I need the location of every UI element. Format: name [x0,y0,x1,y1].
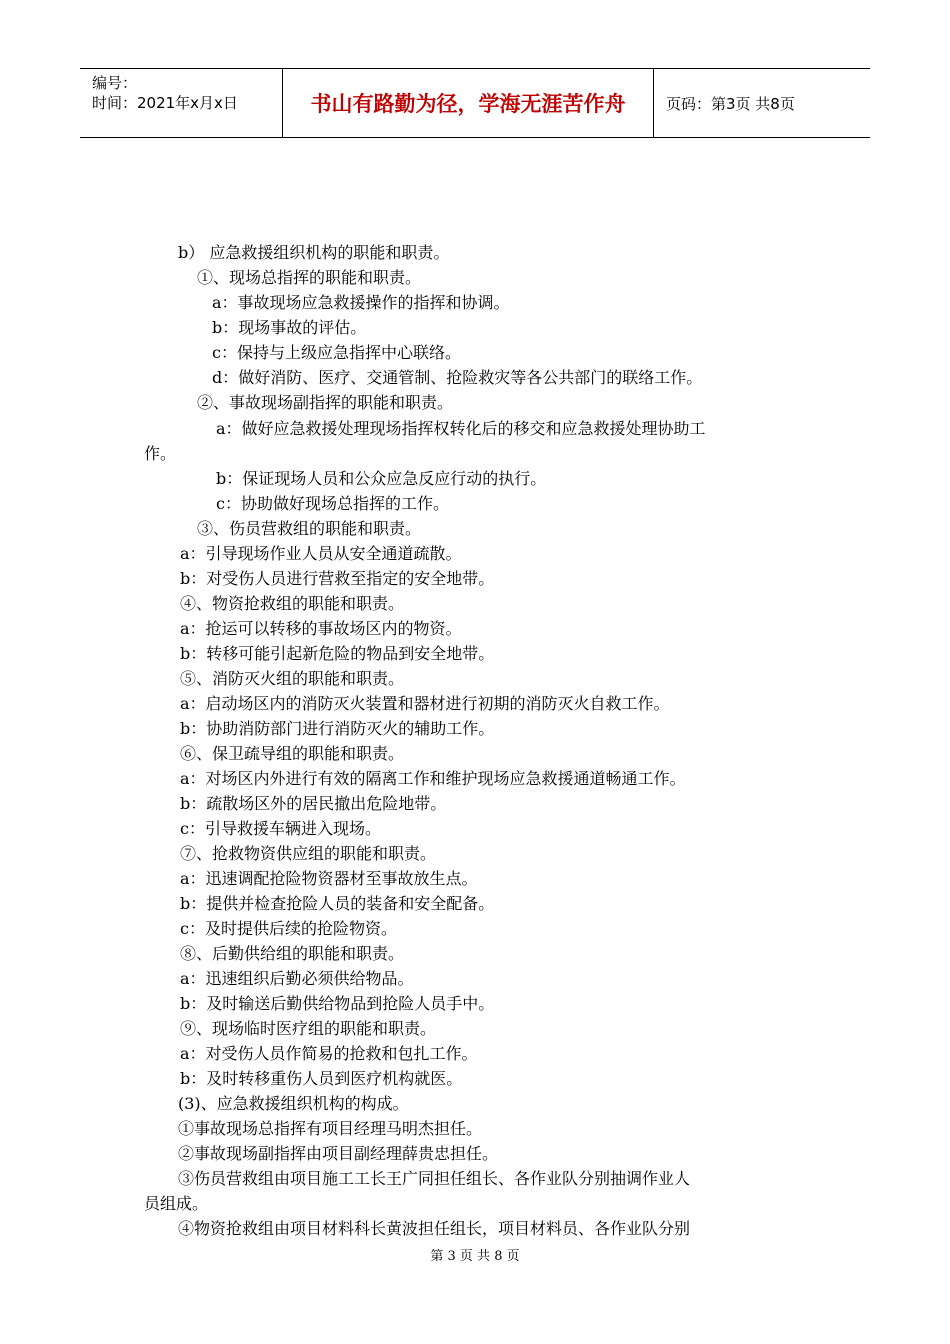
body-line: c：引导救援车辆进入现场。 [180,819,381,838]
body-line: a：迅速调配抢险物资器材至事故放生点。 [180,869,478,888]
header-motto: 书山有路勤为径，学海无涯苦作舟 [283,69,654,137]
document-time-label: 时间：2021年x月x日 [92,94,238,112]
body-line: a：启动场区内的消防灭火装置和器材进行初期的消防灭火自救工作。 [180,694,670,713]
body-line: a：抢运可以转移的事故场区内的物资。 [180,619,462,638]
body-line: a：对场区内外进行有效的隔离工作和维护现场应急救援通道畅通工作。 [180,769,686,788]
body-line: d：做好消防、医疗、交通管制、抢险救灾等各公共部门的联络工作。 [212,368,703,387]
body-line: b：疏散场区外的居民撤出危险地带。 [180,794,447,813]
body-line: b：提供并检查抢险人员的装备和安全配备。 [180,894,495,913]
body-line: ④、物资抢救组的职能和职责。 [180,594,405,613]
body-line: c：保持与上级应急指挥中心联络。 [212,343,461,362]
body-line: b：协助消防部门进行消防灭火的辅助工作。 [180,719,495,738]
body-line: 员组成。 [144,1194,209,1213]
body-line: ③伤员营救组由项目施工工长王广同担任组长、各作业队分别抽调作业人 [178,1169,691,1188]
body-line: a：做好应急救援处理现场指挥权转化后的移交和应急救援处理协助工 [216,419,706,438]
document-number-label: 编号： [92,74,138,92]
body-line: a：引导现场作业人员从安全通道疏散。 [180,544,462,563]
body-line: ②事故现场副指挥由项目副经理薛贵忠担任。 [178,1144,499,1163]
body-line: b：及时输送后勤供给物品到抢险人员手中。 [180,994,495,1013]
body-line: ①、现场总指挥的职能和职责。 [197,268,422,287]
body-line: b） 应急救援组织机构的职能和职责。 [178,243,450,262]
body-line: ④物资抢救组由项目材料科长黄波担任组长，项目材料员、各作业队分别 [178,1219,691,1238]
page-header [80,68,870,138]
header-page-info: 页码：第3页 共8页 [666,94,795,113]
body-line: ⑨、现场临时医疗组的职能和职责。 [180,1019,437,1038]
page-footer: 第 3 页 共 8 页 [430,1249,520,1264]
body-line: c：协助做好现场总指挥的工作。 [216,494,449,513]
body-line: (3)、应急救援组织机构的构成。 [178,1094,409,1113]
body-line: b：及时转移重伤人员到医疗机构就医。 [180,1069,463,1088]
body-line: ②、事故现场副指挥的职能和职责。 [197,393,454,412]
body-line: a：事故现场应急救援操作的指挥和协调。 [212,293,510,312]
body-line: ③、伤员营救组的职能和职责。 [197,519,422,538]
body-line: ⑧、后勤供给组的职能和职责。 [180,944,405,963]
body-line: ⑦、抢救物资供应组的职能和职责。 [180,844,437,863]
body-line: b：现场事故的评估。 [212,318,367,337]
body-line: ①事故现场总指挥有项目经理马明杰担任。 [178,1119,483,1138]
body-line: a：对受伤人员作简易的抢救和包扎工作。 [180,1044,478,1063]
body-line: c：及时提供后续的抢险物资。 [180,919,397,938]
body-line: 作。 [144,444,177,463]
body-line: b：对受伤人员进行营救至指定的安全地带。 [180,569,495,588]
body-line: ⑤、消防灭火组的职能和职责。 [180,669,405,688]
body-line: a：迅速组织后勤必须供给物品。 [180,969,414,988]
body-line: ⑥、保卫疏导组的职能和职责。 [180,744,405,763]
body-line: b：保证现场人员和公众应急反应行动的执行。 [216,469,547,488]
header-meta [80,69,283,137]
body-line: b：转移可能引起新危险的物品到安全地带。 [180,644,495,663]
